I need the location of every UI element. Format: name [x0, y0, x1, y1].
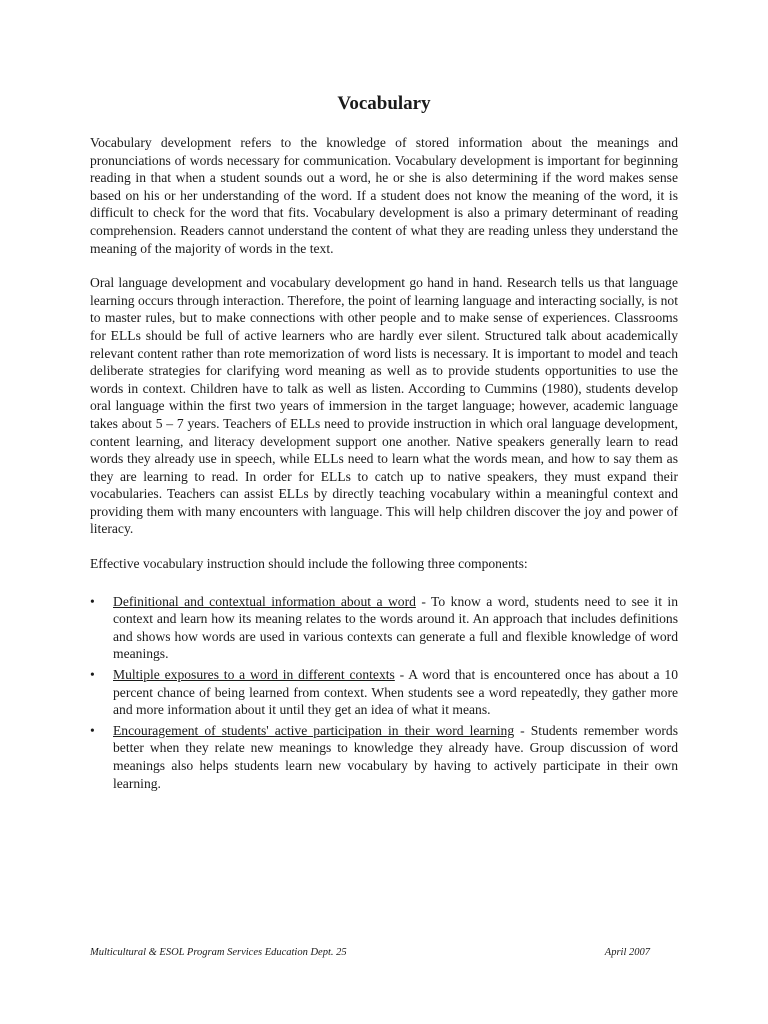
bullet-term: Encouragement of students' active participation in their word learning [113, 722, 515, 738]
list-item [90, 666, 678, 719]
bullet-icon: • [90, 722, 95, 738]
bullet-icon: • [90, 667, 95, 683]
list-item [90, 593, 678, 663]
page-title: Vocabulary [337, 93, 431, 114]
components-list [90, 593, 678, 793]
bullet-term: Multiple exposures to a word in different contexts [113, 667, 395, 683]
list-item [90, 722, 678, 792]
footer-date: April 2007 [604, 947, 650, 958]
bullet-icon: • [90, 593, 95, 609]
paragraph-oral-language: Oral language development and vocabulary development go hand in hand. Research tells us that language learning occurs through interaction. Therefore, the point of learning language and interacting socially, is not to master rules, but to make connections with other people and to make sense of experiences. Classrooms for ELLs should be full of active learners who are hardly ever silent. Structured talk about academically relevant content rather than rote memorization of word lists is necessary. It is important to model and teach deliberate strategies for clarifying word meaning as well as to provide students opportunities to use the words in context. Children have to talk as well as listen. According to Cummins (1980), students develop oral language within the first two years of immersion in the target language; however, academic language takes about 5 – 7 years. Teachers of ELLs need to provide instruction in which oral language development, content learning, and literacy development support one another. Native speakers generally learn to read words they already use in speech, while ELLs need to learn what the words mean, and how to say them as they are learning to read. In order for ELLs to catch up to native speakers, they must expand their vocabularies. Teachers can assist ELLs by directly teaching vocabulary within a meaningful context and providing them with many encounters with language. This will help children discover the joy and power of literacy. [90, 275, 678, 537]
document-page [90, 92, 678, 795]
list-intro: Effective vocabulary instruction should include the following three components: [90, 556, 528, 572]
footer-department: Multicultural & ESOL Program Services Education Dept. 25 [90, 947, 347, 958]
paragraph-definition: Vocabulary development refers to the knowledge of stored information about the meanings and pronunciations of words necessary for communication. Vocabulary development is important for beginning reading in that when a student sounds out a word, he or she is also determining if the word makes sense based on his or her understanding of the word. If a student does not know the meaning of the word, it is difficult to check for the word that fits. Vocabulary development is also a primary determinant of reading comprehension. Readers cannot understand the content of what they are reading unless they understand the meaning of the majority of words in the text. [90, 135, 678, 256]
bullet-term: Definitional and contextual information about a word [113, 593, 416, 609]
bullet-text: - A word that is encountered once has about a 10 percent chance of being learned from context. When students see a word repeatedly, they gather more and more information about it until they get an idea of what it means. [113, 667, 678, 718]
bullet-text: - Students remember words better when they relate new meanings to knowledge they already have. Group discussion of word meanings also helps students learn new vocabulary by having to actively participate in their own learning. [113, 722, 678, 791]
bullet-text: - To know a word, students need to see it in context and learn how its meaning relates to the words around it. An approach that includes definitions and shows how words are used in various contexts can generate a full and flexible knowledge of word meanings. [113, 593, 678, 662]
